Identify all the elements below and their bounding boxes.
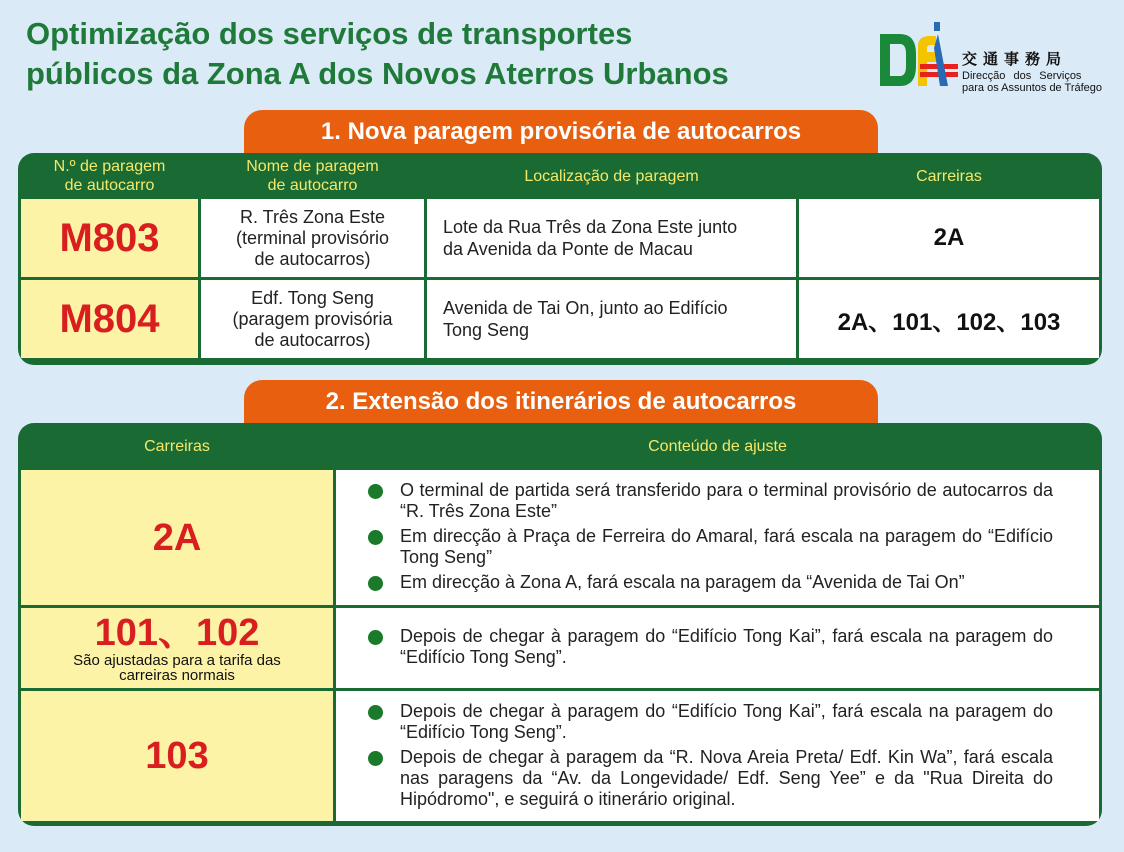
stop-code: M803 — [21, 199, 198, 277]
stop-routes: 2A — [799, 199, 1099, 277]
dsat-emblem-icon — [874, 18, 958, 102]
list-item: Em direcção à Praça de Ferreira do Amaral, fará escala na paragem do “Edifício Tong Seng” — [368, 526, 1053, 568]
bullet-icon — [368, 705, 383, 720]
table-row — [21, 608, 1099, 688]
section2-table — [18, 423, 1102, 824]
table-row — [21, 470, 1099, 605]
table-row — [21, 691, 1099, 821]
title-line-2: públicos da Zona A dos Novos Aterros Urbanos — [26, 56, 729, 91]
list-item: Depois de chegar à paragem da “R. Nova Areia Preta/ Edf. Kin Wa”, fará escala nas paragens da “Av. da Longevidade/ Edf. Seng Yee” e da "Rua Direita do Hipódromo", e seguirá o itinerário original. — [368, 747, 1053, 810]
list-item: Em direcção à Zona A, fará escala na paragem da “Avenida de Tai On” — [368, 572, 1053, 593]
section2-header-row — [21, 426, 1099, 467]
logo-portuguese-name-line-2: para os Assuntos de Tráfego — [962, 82, 1103, 94]
dsat-logo — [874, 18, 1104, 102]
bullet-icon — [368, 484, 383, 499]
section1-header-row — [21, 156, 1099, 196]
table-row — [21, 199, 1099, 277]
header-stop-number: N.º de paragem de autocarro — [53, 158, 166, 194]
stop-location: Lote da Rua Três da Zona Este junto da Avenida da Ponte de Macau — [427, 199, 796, 277]
section2-panel — [18, 423, 1102, 826]
stop-routes: 2A、101、102、103 — [799, 280, 1099, 358]
header-content: Conteúdo de ajuste — [648, 438, 787, 455]
section1-heading: 1. Nova paragem provisória de autocarros — [244, 110, 878, 154]
route-number: 101、102 — [94, 612, 260, 654]
adjustment-list — [336, 480, 1099, 593]
bullet-icon — [368, 751, 383, 766]
header-location: Localização de paragem — [524, 167, 699, 185]
logo-portuguese-name-line-1: Direcção dos Serviços — [962, 70, 1082, 82]
list-item: Depois de chegar à paragem do “Edifício Tong Kai”, fará escala na paragem do “Edifício Tong Seng”. — [368, 626, 1053, 668]
header-routes: Carreiras — [144, 438, 210, 455]
header-routes: Carreiras — [916, 167, 982, 185]
route-number: 103 — [145, 735, 209, 777]
bullet-icon — [368, 630, 383, 645]
route-cell — [21, 470, 333, 605]
page-title — [26, 14, 729, 94]
route-number: 2A — [152, 516, 202, 559]
list-item: Depois de chegar à paragem do “Edifício Tong Kai”, fará escala na paragem do “Edifício Tong Seng”. — [368, 701, 1053, 743]
adjustment-list — [336, 701, 1099, 810]
logo-chinese-name: 交通事務局 — [962, 51, 1068, 68]
adjustment-list — [336, 626, 1099, 668]
adjustment-content — [336, 470, 1099, 605]
stop-name: Edf. Tong Seng (paragem provisória de autocarros) — [201, 280, 424, 358]
header-stop-name: Nome de paragem de autocarro — [246, 158, 379, 194]
table-row — [21, 280, 1099, 358]
stop-location: Avenida de Tai On, junto ao Edifício Tong Seng — [427, 280, 796, 358]
adjustment-content — [336, 691, 1099, 821]
section2-heading: 2. Extensão dos itinerários de autocarros — [244, 380, 878, 424]
adjustment-content — [336, 608, 1099, 688]
section1-panel — [18, 153, 1102, 365]
bullet-icon — [368, 530, 383, 545]
title-line-1: Optimização dos serviços de transportes — [26, 16, 633, 51]
section1-table — [18, 153, 1102, 361]
route-cell — [21, 608, 333, 688]
stop-code: M804 — [21, 280, 198, 358]
list-item: O terminal de partida será transferido para o terminal provisório de autocarros da “R. Três Zona Este” — [368, 480, 1053, 522]
bullet-icon — [368, 576, 383, 591]
stop-name: R. Três Zona Este (terminal provisório de autocarros) — [201, 199, 424, 277]
fare-note: São ajustadas para a tarifa das carreiras normais — [73, 652, 281, 684]
route-cell — [21, 691, 333, 821]
